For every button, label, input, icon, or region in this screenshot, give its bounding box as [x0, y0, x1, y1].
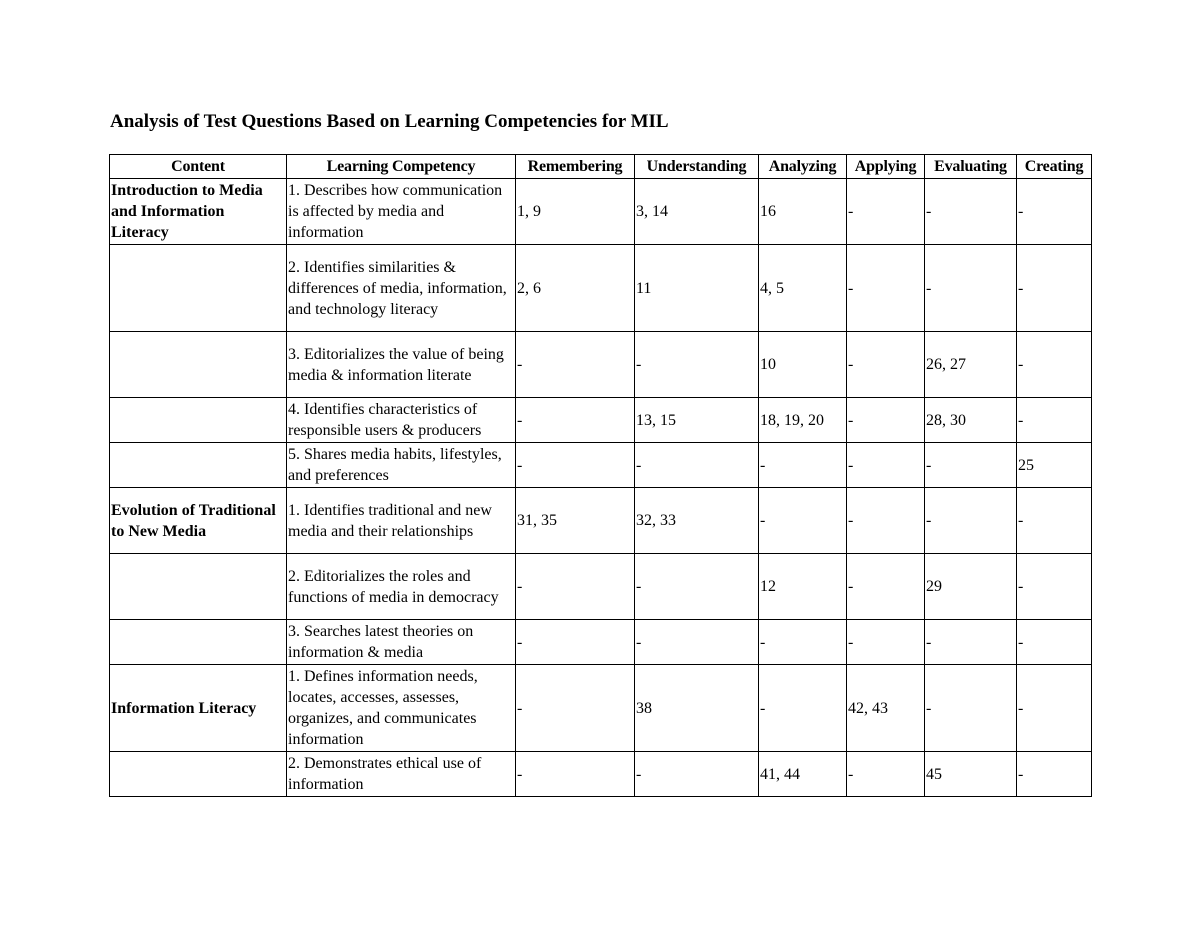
creating-cell: -: [1017, 398, 1092, 443]
evaluating-cell: 26, 27: [925, 332, 1017, 398]
applying-cell: -: [847, 554, 925, 620]
remembering-cell: -: [516, 665, 635, 752]
creating-cell: 25: [1017, 443, 1092, 488]
understanding-cell: 32, 33: [635, 488, 759, 554]
creating-cell: -: [1017, 245, 1092, 332]
competency-cell: 3. Searches latest theories on information & media: [287, 620, 516, 665]
table-row: [110, 620, 1092, 665]
remembering-cell: 1, 9: [516, 179, 635, 245]
applying-cell: -: [847, 620, 925, 665]
competency-cell: 2. Editorializes the roles and functions of media in democracy: [287, 554, 516, 620]
content-cell: [110, 245, 287, 332]
creating-cell: -: [1017, 752, 1092, 797]
remembering-cell: 2, 6: [516, 245, 635, 332]
remembering-cell: 31, 35: [516, 488, 635, 554]
understanding-cell: 38: [635, 665, 759, 752]
table-row: [110, 443, 1092, 488]
table-row: [110, 665, 1092, 752]
table-row: [110, 332, 1092, 398]
remembering-cell: -: [516, 443, 635, 488]
evaluating-cell: 28, 30: [925, 398, 1017, 443]
analyzing-cell: -: [759, 620, 847, 665]
analyzing-cell: -: [759, 665, 847, 752]
applying-cell: -: [847, 398, 925, 443]
competency-cell: 1. Identifies traditional and new media and their relationships: [287, 488, 516, 554]
header-content: Content: [110, 155, 287, 179]
evaluating-cell: -: [925, 443, 1017, 488]
evaluating-cell: -: [925, 179, 1017, 245]
analyzing-cell: 12: [759, 554, 847, 620]
content-cell: [110, 620, 287, 665]
analyzing-cell: 16: [759, 179, 847, 245]
analyzing-cell: 4, 5: [759, 245, 847, 332]
competency-table: [109, 154, 1092, 797]
evaluating-cell: -: [925, 620, 1017, 665]
remembering-cell: -: [516, 554, 635, 620]
table-row: [110, 554, 1092, 620]
header-learning-competency: Learning Competency: [287, 155, 516, 179]
table-row: [110, 752, 1092, 797]
table-row: [110, 245, 1092, 332]
header-evaluating: Evaluating: [925, 155, 1017, 179]
content-cell: Evolution of Traditional to New Media: [110, 488, 287, 554]
competency-cell: 5. Shares media habits, lifestyles, and preferences: [287, 443, 516, 488]
applying-cell: -: [847, 488, 925, 554]
content-cell: [110, 398, 287, 443]
page-title: Analysis of Test Questions Based on Learning Competencies for MIL: [110, 111, 669, 132]
content-cell: [110, 332, 287, 398]
remembering-cell: -: [516, 398, 635, 443]
remembering-cell: -: [516, 332, 635, 398]
applying-cell: 42, 43: [847, 665, 925, 752]
applying-cell: -: [847, 752, 925, 797]
understanding-cell: 11: [635, 245, 759, 332]
applying-cell: -: [847, 179, 925, 245]
remembering-cell: -: [516, 752, 635, 797]
evaluating-cell: -: [925, 245, 1017, 332]
creating-cell: -: [1017, 620, 1092, 665]
table-row: [110, 398, 1092, 443]
understanding-cell: 3, 14: [635, 179, 759, 245]
competency-cell: 1. Defines information needs, locates, accesses, assesses, organizes, and communicates information: [287, 665, 516, 752]
understanding-cell: -: [635, 752, 759, 797]
creating-cell: -: [1017, 554, 1092, 620]
analyzing-cell: 18, 19, 20: [759, 398, 847, 443]
table-row: [110, 179, 1092, 245]
analyzing-cell: -: [759, 443, 847, 488]
creating-cell: -: [1017, 332, 1092, 398]
header-applying: Applying: [847, 155, 925, 179]
understanding-cell: -: [635, 332, 759, 398]
understanding-cell: -: [635, 620, 759, 665]
evaluating-cell: 45: [925, 752, 1017, 797]
table-row: [110, 488, 1092, 554]
competency-cell: 2. Identifies similarities & differences of media, information, and technology literacy: [287, 245, 516, 332]
competency-cell: 2. Demonstrates ethical use of information: [287, 752, 516, 797]
competency-cell: 1. Describes how communication is affected by media and information: [287, 179, 516, 245]
remembering-cell: -: [516, 620, 635, 665]
header-analyzing: Analyzing: [759, 155, 847, 179]
understanding-cell: -: [635, 554, 759, 620]
content-cell: [110, 443, 287, 488]
content-cell: Information Literacy: [110, 665, 287, 752]
header-understanding: Understanding: [635, 155, 759, 179]
competency-cell: 4. Identifies characteristics of responsible users & producers: [287, 398, 516, 443]
evaluating-cell: 29: [925, 554, 1017, 620]
applying-cell: -: [847, 332, 925, 398]
content-cell: [110, 752, 287, 797]
creating-cell: -: [1017, 488, 1092, 554]
applying-cell: -: [847, 245, 925, 332]
content-cell: [110, 554, 287, 620]
analyzing-cell: 10: [759, 332, 847, 398]
evaluating-cell: -: [925, 488, 1017, 554]
understanding-cell: -: [635, 443, 759, 488]
creating-cell: -: [1017, 179, 1092, 245]
evaluating-cell: -: [925, 665, 1017, 752]
applying-cell: -: [847, 443, 925, 488]
analyzing-cell: -: [759, 488, 847, 554]
table-header-row: [110, 155, 1092, 179]
header-remembering: Remembering: [516, 155, 635, 179]
competency-cell: 3. Editorializes the value of being media & information literate: [287, 332, 516, 398]
understanding-cell: 13, 15: [635, 398, 759, 443]
creating-cell: -: [1017, 665, 1092, 752]
header-creating: Creating: [1017, 155, 1092, 179]
analyzing-cell: 41, 44: [759, 752, 847, 797]
content-cell: Introduction to Media and Information Literacy: [110, 179, 287, 245]
